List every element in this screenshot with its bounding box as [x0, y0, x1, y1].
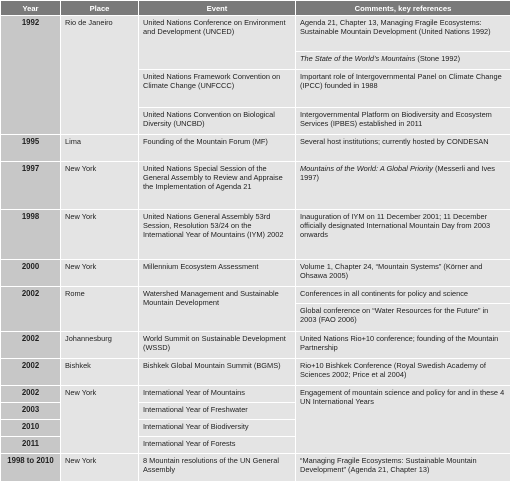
year-cell: 1998 to 2010	[1, 454, 61, 482]
comment-italic: The State of the World’s Mountains	[300, 54, 416, 63]
header-year: Year	[1, 1, 61, 16]
place-cell: New York	[61, 162, 139, 210]
header-comments: Comments, key references	[296, 1, 510, 16]
comment-cell: Important role of Intergovernmental Panel on Climate Change (IPCC) founded in 1988	[296, 70, 510, 108]
table-row	[1, 135, 510, 162]
table-row	[1, 386, 510, 403]
header-place: Place	[61, 1, 139, 16]
place-cell: Rio de Janeiro	[61, 16, 139, 135]
event-cell: United Nations Conference on Environment and Development (UNCED)	[139, 16, 296, 70]
event-cell: 8 Mountain resolutions of the UN General Assembly	[139, 454, 296, 482]
table-row	[1, 260, 510, 287]
place-cell: Rome	[61, 287, 139, 332]
event-cell: United Nations Convention on Biological Diversity (UNCBD)	[139, 108, 296, 135]
table-row	[1, 162, 510, 210]
comment-cell: Several host institutions; currently hosted by CONDESAN	[296, 135, 510, 162]
comment-cell: Conferences in all continents for policy and science	[296, 287, 510, 304]
event-cell: United Nations Framework Convention on Climate Change (UNFCCC)	[139, 70, 296, 108]
event-cell: Bishkek Global Mountain Summit (BGMS)	[139, 359, 296, 386]
comment-cell: “Managing Fragile Ecosystems: Sustainable Mountain Development” (Agenda 21, Chapter 13)	[296, 454, 510, 482]
comment-cell	[296, 52, 510, 70]
event-cell: United Nations General Assembly 53rd Session, Resolution 53/24 on the International Year of Mountains (IYM) 2002	[139, 210, 296, 260]
comment-cell: Volume 1, Chapter 24, “Mountain Systems” (Körner and Ohsawa 2005)	[296, 260, 510, 287]
event-cell: Founding of the Mountain Forum (MF)	[139, 135, 296, 162]
event-cell: World Summit on Sustainable Development (WSSD)	[139, 332, 296, 359]
year-cell: 2010	[1, 420, 61, 437]
place-cell: New York	[61, 454, 139, 482]
comment-italic: Mountains of the World: A Global Priority	[300, 164, 433, 173]
comment-text: (Messerli and Ives 1997)	[300, 164, 495, 182]
place-cell: New York	[61, 386, 139, 454]
year-cell: 1998	[1, 210, 61, 260]
table-row	[1, 287, 510, 304]
table-row	[1, 16, 510, 52]
comment-cell: Agenda 21, Chapter 13, Managing Fragile Ecosystems: Sustainable Mountain Development (United Nations 1992)	[296, 16, 510, 52]
table-row	[1, 210, 510, 260]
year-cell: 2003	[1, 403, 61, 420]
event-cell: Watershed Management and Sustainable Mountain Development	[139, 287, 296, 332]
year-cell: 1995	[1, 135, 61, 162]
table-row	[1, 332, 510, 359]
place-cell: Bishkek	[61, 359, 139, 386]
year-cell: 2002	[1, 359, 61, 386]
year-cell: 2002	[1, 332, 61, 359]
year-cell: 2002	[1, 287, 61, 332]
comment-cell: Engagement of mountain science and policy for and in these 4 UN International Years	[296, 386, 510, 454]
event-cell: Millennium Ecosystem Assessment	[139, 260, 296, 287]
year-cell: 2000	[1, 260, 61, 287]
year-cell: 1992	[1, 16, 61, 135]
comment-cell: Inauguration of IYM on 11 December 2001; 11 December officially designated International Mountain Day from 2003 onwards	[296, 210, 510, 260]
event-cell: International Year of Biodiversity	[139, 420, 296, 437]
comment-text: (Stone 1992)	[415, 54, 461, 63]
comment-cell: Intergovernmental Platform on Biodiversity and Ecosystem Services (IPBES) established in 2011	[296, 108, 510, 135]
year-cell: 2011	[1, 437, 61, 454]
header-row	[1, 1, 510, 16]
table-row	[1, 454, 510, 482]
event-cell: International Year of Forests	[139, 437, 296, 454]
year-cell: 1997	[1, 162, 61, 210]
comment-cell: Global conference on “Water Resources for the Future” in 2003 (FAO 2006)	[296, 304, 510, 332]
comment-cell	[296, 162, 510, 210]
comment-cell: Rio+10 Bishkek Conference (Royal Swedish Academy of Sciences 2002; Price et al 2004)	[296, 359, 510, 386]
comment-cell: United Nations Rio+10 conference; founding of the Mountain Partnership	[296, 332, 510, 359]
place-cell: New York	[61, 210, 139, 260]
year-cell: 2002	[1, 386, 61, 403]
event-cell: International Year of Mountains	[139, 386, 296, 403]
place-cell: Johannesburg	[61, 332, 139, 359]
table-row	[1, 359, 510, 386]
header-event: Event	[139, 1, 296, 16]
event-cell: United Nations Special Session of the General Assembly to Review and Appraise the Implementation of Agenda 21	[139, 162, 296, 210]
place-cell: Lima	[61, 135, 139, 162]
place-cell: New York	[61, 260, 139, 287]
event-cell: International Year of Freshwater	[139, 403, 296, 420]
